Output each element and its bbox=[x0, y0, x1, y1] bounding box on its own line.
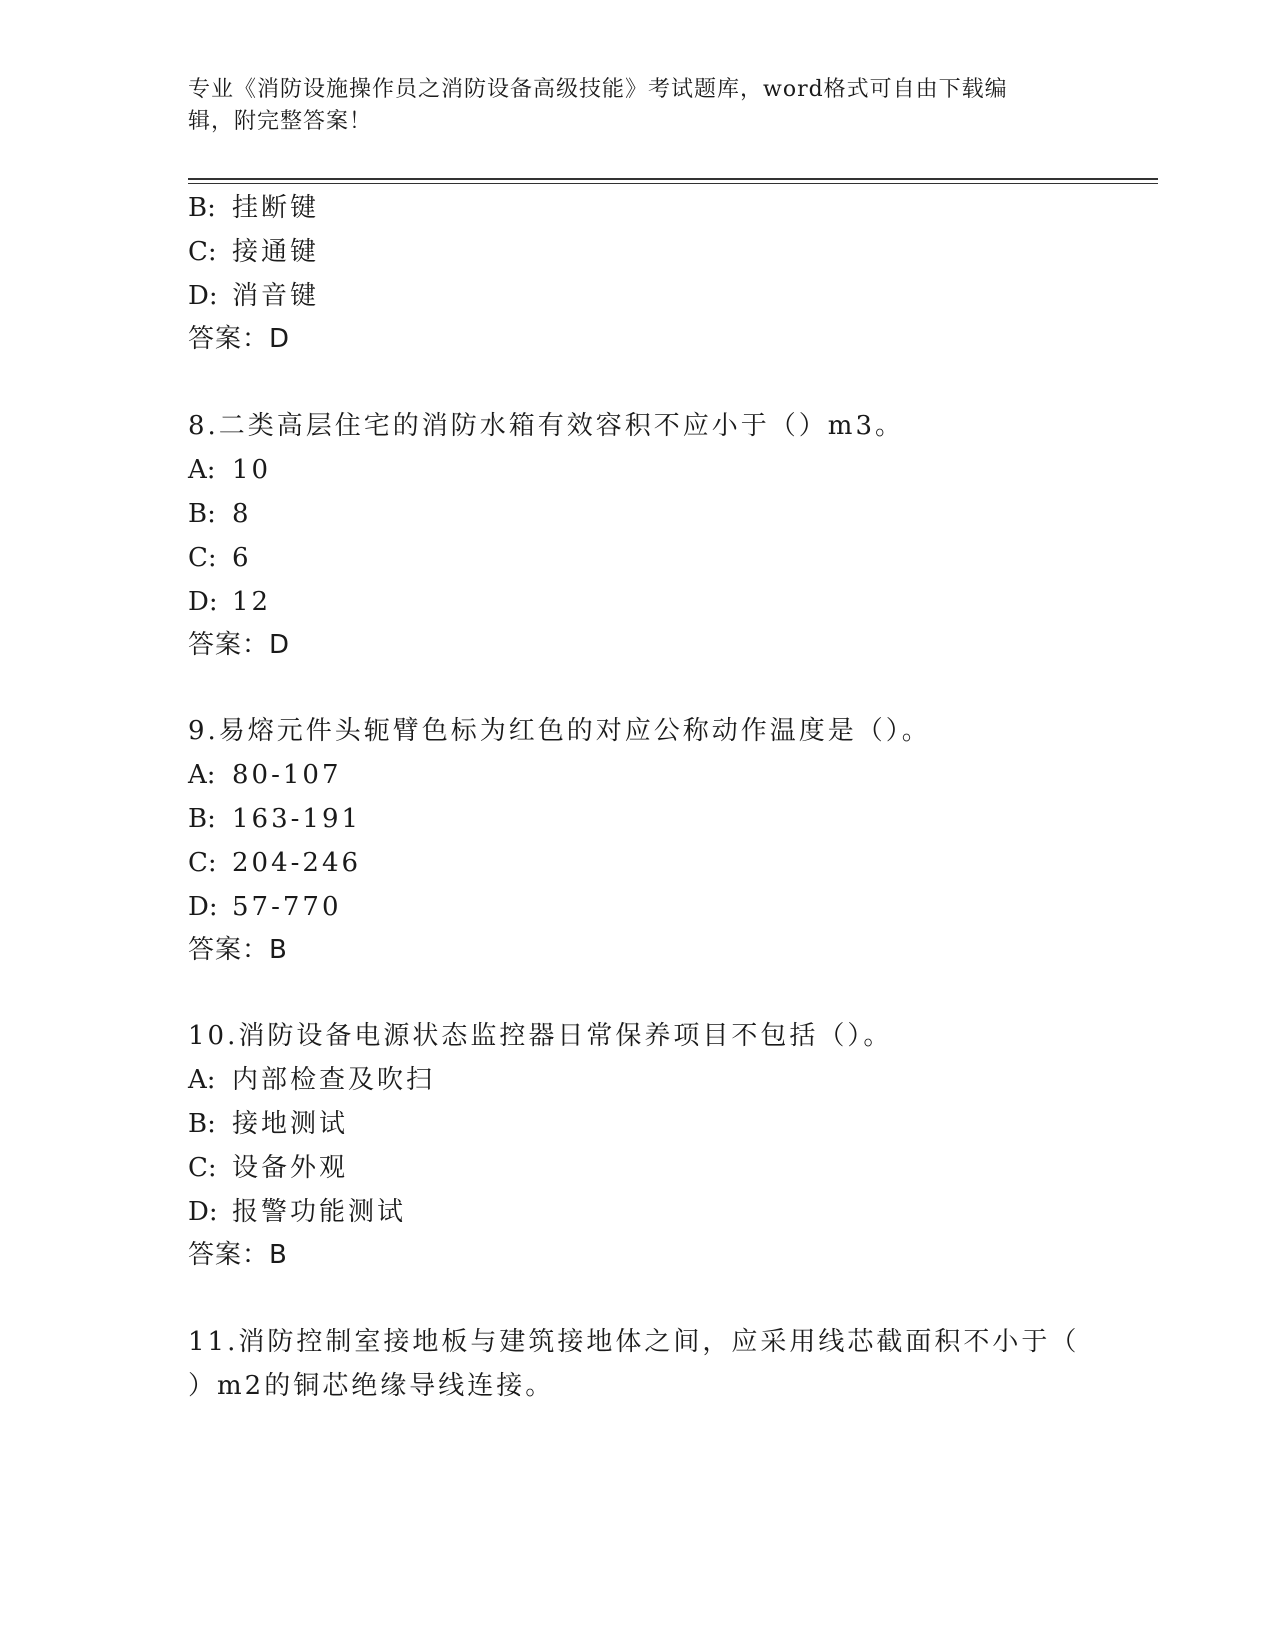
q7-option-c bbox=[188, 235, 319, 269]
option-text: 接地测试 bbox=[232, 1109, 349, 1139]
q9-option-a bbox=[188, 758, 342, 792]
option-text: 204-246 bbox=[232, 848, 362, 878]
option-text: 80-107 bbox=[232, 760, 342, 790]
option-text: 报警功能测试 bbox=[232, 1197, 407, 1227]
option-text: 挂断键 bbox=[232, 193, 320, 223]
header-divider-thin bbox=[188, 183, 1158, 184]
option-letter: A: bbox=[188, 455, 216, 485]
option-letter: C: bbox=[188, 237, 217, 267]
q8-stem: 8.二类高层住宅的消防水箱有效容积不应小于（）m3。 bbox=[188, 411, 905, 441]
option-letter: C: bbox=[188, 848, 217, 878]
option-letter: D: bbox=[188, 281, 218, 311]
q11-stem-line-1: 11.消防控制室接地板与建筑接地体之间，应采用线芯截面积不小于（ bbox=[188, 1327, 1080, 1357]
option-letter: A: bbox=[188, 760, 216, 790]
option-letter: D: bbox=[188, 1197, 218, 1227]
option-letter: D: bbox=[188, 587, 218, 617]
option-text: 163-191 bbox=[232, 804, 362, 834]
option-text: 设备外观 bbox=[232, 1153, 349, 1183]
option-letter: A: bbox=[188, 1065, 216, 1095]
q8-option-d bbox=[188, 585, 271, 619]
q10-stem: 10.消防设备电源状态监控器日常保养项目不包括（）。 bbox=[188, 1021, 893, 1051]
q7-option-b bbox=[188, 191, 319, 225]
q9-option-c bbox=[188, 846, 361, 880]
option-text: 8 bbox=[232, 499, 252, 529]
option-letter: B: bbox=[188, 499, 216, 529]
q8-answer: 答案：D bbox=[188, 630, 291, 660]
option-text: 57-770 bbox=[232, 892, 342, 922]
option-letter: B: bbox=[188, 1109, 216, 1139]
header-divider-thick bbox=[188, 178, 1158, 180]
option-text: 内部检查及吹扫 bbox=[232, 1065, 436, 1095]
q10-option-a bbox=[188, 1063, 435, 1097]
q10-option-d bbox=[188, 1195, 406, 1229]
q11-stem-line-2: ）m2的铜芯绝缘导线连接。 bbox=[188, 1371, 555, 1401]
option-letter: C: bbox=[188, 1153, 217, 1183]
q9-stem: 9.易熔元件头轭臂色标为红色的对应公称动作温度是（）。 bbox=[188, 716, 931, 746]
option-text: 10 bbox=[232, 455, 272, 485]
q9-answer: 答案：B bbox=[188, 935, 288, 965]
page-header bbox=[188, 74, 1088, 138]
q9-option-b bbox=[188, 802, 361, 836]
q8-option-a bbox=[188, 453, 271, 487]
header-line-2: 辑，附完整答案！ bbox=[188, 109, 373, 134]
option-letter: B: bbox=[188, 193, 216, 223]
q8-option-c bbox=[188, 541, 252, 575]
q10-option-c bbox=[188, 1151, 348, 1185]
option-text: 消音键 bbox=[232, 281, 320, 311]
header-line-1: 专业《消防设施操作员之消防设备高级技能》考试题库，word格式可自由下载编 bbox=[188, 77, 1008, 102]
q10-option-b bbox=[188, 1107, 348, 1141]
q10-answer: 答案：B bbox=[188, 1240, 288, 1270]
option-letter: D: bbox=[188, 892, 218, 922]
q7-option-d bbox=[188, 279, 319, 313]
option-text: 12 bbox=[232, 587, 272, 617]
q8-option-b bbox=[188, 497, 252, 531]
option-letter: B: bbox=[188, 804, 216, 834]
option-letter: C: bbox=[188, 543, 217, 573]
option-text: 6 bbox=[232, 543, 252, 573]
option-text: 接通键 bbox=[232, 237, 320, 267]
q9-option-d bbox=[188, 890, 342, 924]
q7-answer: 答案：D bbox=[188, 324, 291, 354]
